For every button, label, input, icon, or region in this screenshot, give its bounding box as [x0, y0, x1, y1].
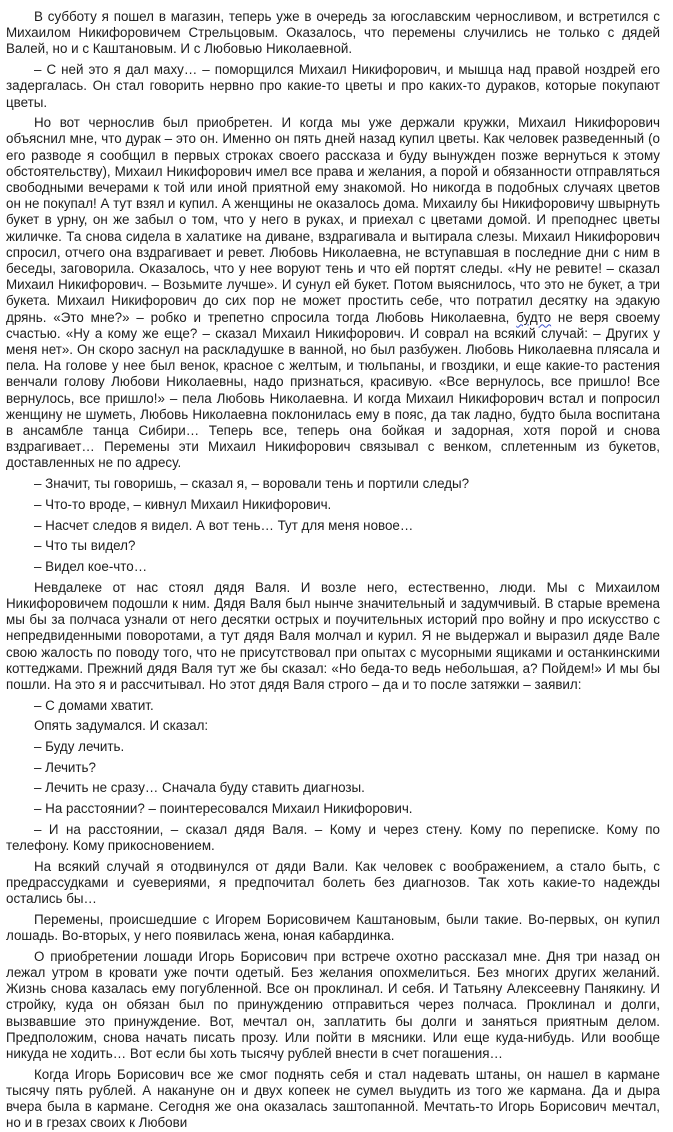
dialogue-line — [6, 538, 660, 554]
paragraph — [6, 9, 660, 58]
dialogue-line — [6, 518, 660, 534]
paragraph — [6, 115, 660, 471]
text-run: – С ней это я дал маху… – поморщился Михаил Никифорович, и мышца над правой ноздрей его задергалась. Он стал говорить нервно про какие-то цветы и про каких-то дураков, которые покупают цветы. — [6, 62, 660, 110]
text-run: – С домами хватит. — [34, 697, 154, 713]
text-run: – На расстоянии? – поинтересовался Михаил Никифорович. — [34, 801, 413, 817]
text-run: Опять задумался. И сказал: — [34, 718, 209, 734]
dialogue-line — [6, 559, 660, 575]
spellcheck-flagged-word: будто — [516, 309, 552, 325]
dialogue-line — [6, 739, 660, 755]
text-run: В субботу я пошел в магазин, теперь уже в очередь за югославским черносливом, и встретился с Михаилом Никифоровичем Стрельцовым. Оказалось, что перемены случились не только с дядей Валей, но и с Каштановым. И с Любовью Николаевной. — [6, 9, 660, 57]
text-run: – Буду лечить. — [34, 739, 125, 755]
dialogue-line — [6, 476, 660, 492]
dialogue-line — [6, 497, 660, 513]
text-body — [6, 9, 660, 1132]
text-run: Но вот чернослив был приобретен. И когда мы уже держали кружки, Михаил Никифорович объяснил мне, что дурак – это он. Именно он пять дней назад купил цветы. Как человек разведенный (о его разводе я сообщил в первых строках своего рассказа и буду вынужден позже вернуться к этому обстоятельству), Михаил Никифорович имел все права и желания, а порой и обязанности отправляться свободными вечерами к той или иной приятной ему знакомой. Но никогда в подобных случаях цветов он не покупал! А тут взял и купил. А женщины не оказалось дома. Михаилу бы Никифоровичу швырнуть букет в урну, он же забыл о том, что у него в руках, и приехал с цветами домой. И преподнес цветы жиличке. Та снова сидела в халатике на диване, вздрагивала и вытирала слезы. Михаил Никифорович спросил, отчего она вздрагивает и ревет. Любовь Николаевна, не вступавшая в последние дни с ним в беседы, заговорила. Оказалось, что у нее воруют тень и что ей портят следы. «Ну не ревите! – сказал Михаил Никифорович. – Возьмите лучше». И сунул ей букет. Потом выяснилось, что это не букет, а три букета. Михаил Никифорович до сих пор не может простить себе, что потратил десятку на эдакую дрянь. «Это мне?» – робко и трепетно спросила тогда Любовь Николаевна, — [6, 115, 660, 325]
text-run: – И на расстоянии, – сказал дядя Валя. – Кому и через стену. Кому по переписке. Кому по телефону. Кому прикосновением. — [6, 821, 660, 854]
paragraph — [6, 859, 660, 908]
text-run: Перемены, происшедшие с Игорем Борисовичем Каштановым, были такие. Во-первых, он купил лошадь. Во-вторых, у него появилась жена, юная кабардинка. — [6, 911, 660, 944]
text-run: – Что ты видел? — [34, 538, 136, 554]
paragraph — [6, 580, 660, 693]
dialogue-line — [6, 760, 660, 776]
paragraph — [6, 718, 660, 734]
paragraph — [6, 912, 660, 944]
text-run: – Видел кое-что… — [34, 559, 148, 574]
dialogue-line — [6, 780, 660, 796]
text-run: О приобретении лошади Игорь Борисович при встрече охотно рассказал мне. Дня три назад он лежал утром в кровати уже почти одетый. Без желания опохмелиться. Без многих других желаний. Жизнь снова казалась ему погубленной. Все он проклинал. И себя. И Татьяну Алексеевну Панякину. И стройку, куда он обязан был по принуждению отправиться через полчаса. Проклинал и долги, вызвавшие это принуждение. Вот, мечтал он, заплатить бы долги и заняться приятным делом. Предположим, снова начать писать прозу. Или пойти в мясники. Или еще куда-нибудь. Или вообще никуда не ходить… Вот если бы хоть тысячу рублей внести в счет погашения… — [6, 948, 660, 1061]
dialogue-line — [6, 801, 660, 817]
text-run: – Насчет следов я видел. А вот тень… Тут для меня новое… — [34, 517, 414, 533]
text-run: – Лечить? — [34, 759, 96, 775]
paragraph — [6, 1067, 660, 1132]
text-run: – Что-то вроде, – кивнул Михаил Никифорович. — [34, 496, 332, 512]
text-run: – Значит, ты говоришь, – сказал я, – воровали тень и портили следы? — [34, 476, 470, 492]
paragraph — [6, 949, 660, 1062]
text-run: Когда Игорь Борисович все же смог поднять себя и стал надевать штаны, он нашел в кармане тысячу пять рублей. А накануне он и двух копеек не сумел выудить из того же кармана. Да и дыра вчера была в кармане. Сегодня же она оказалась заштопанной. Мечтать-то Игорь Борисович мечтал, но и в грезах своих к Любови — [6, 1066, 660, 1131]
text-run: не веря своему счастью. «Ну а кому же еще? – сказал Михаил Никифорович. И соврал на всякий случай: – Других у меня нет». Он скоро заснул на раскладушке в ванной, но был разбужен. Любовь Николаевна плясала и пела. На голове у нее был венок, красное с желтым, и тюльпаны, и гвоздики, и еще какие-то растения венчали голову Любови Николаевны, надо признаться, красивую. «Все вернулось, все пришло! Все вернулось, все пришло!» – пела Любовь Николаевна. И когда Михаил Никифорович встал и попросил женщину не шуметь, Любовь Николаевна поклонилась ему в пояс, да так ладно, будто была воспитана в ансамбле танца Сибири… Теперь все, теперь она бойкая и задорная, хотя порой и снова вздрагивает… Перемены эти Михаил Никифорович связывал с венком, сплетенным из букетов, доставленных не по адресу. — [6, 309, 660, 471]
dialogue-line — [6, 822, 660, 854]
dialogue-line — [6, 62, 660, 111]
text-run: На всякий случай я отодвинулся от дяди Вали. Как человек с воображением, а стало быть, с предрассудками и суевериями, я предпочитал болеть без диагнозов. Так хоть какие-то надежды остались бы… — [6, 858, 660, 907]
text-run: Невдалеке от нас стоял дядя Валя. И возле него, естественно, люди. Мы с Михаилом Никифоровичем подошли к ним. Дядя Валя был нынче значительный и задумчивый. В старые времена мы бы за полчаса узнали от него десятки острых и поучительных историй про войну и про искусство с непредвиденными поворотами, а тут дядя Валя молчал и курил. Я не выдержал и выразил дяде Вале свою жалость по поводу того, что не присутствовал при опытах с мусорными ящиками и останкинскими коттеджами. Прежний дядя Валя тут же бы сказал: «Но беда-то ведь небольшая, а? Пойдем!» И мы бы пошли. На это я и рассчитывал. Но этот дядя Валя строго – да и то после затяжки – заявил: — [6, 579, 660, 692]
text-run: – Лечить не сразу… Сначала буду ставить диагнозы. — [34, 780, 365, 796]
dialogue-line — [6, 698, 660, 714]
